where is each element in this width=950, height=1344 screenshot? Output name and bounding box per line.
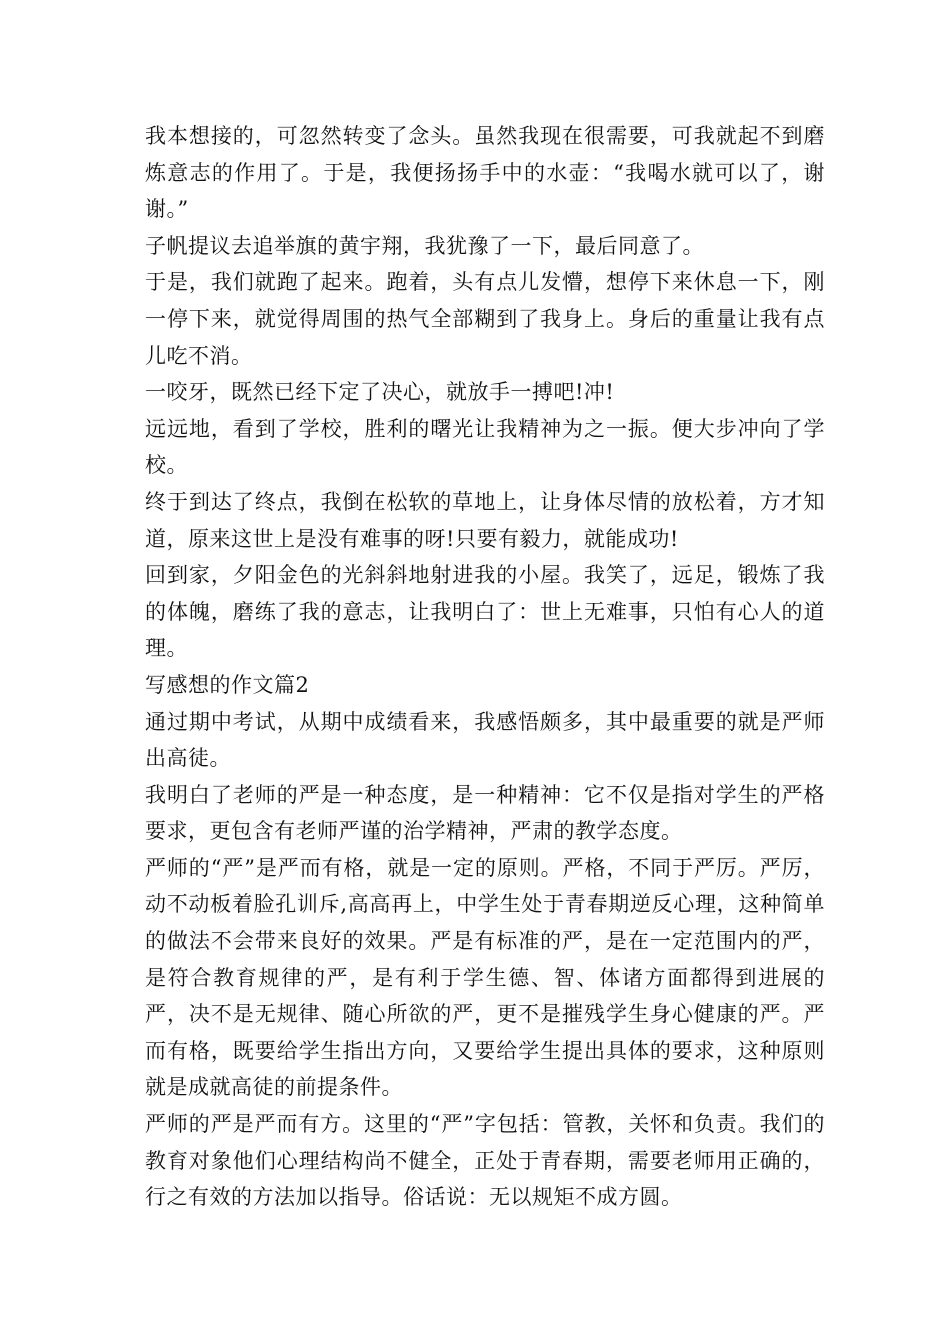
paragraph-4: 一咬牙，既然已经下定了决心，就放手一搏吧!冲! (145, 380, 615, 405)
paragraph-9: 我明白了老师的严是一种态度，是一种精神：它不仅是指对学生的严格要求，更包含有老师严谨的治学精神，严肃的教学态度。 (145, 782, 825, 844)
paragraph-11: 严师的严是严而有方。这里的“严”字包括：管教，关怀和负责。我们的教育对象他们心理结构尚不健全，正处于青春期，需要老师用正确的，行之有效的方法加以指导。俗话说：无以规矩不成方圆。 (145, 1112, 825, 1210)
paragraph-7: 回到家，夕阳金色的光斜斜地射进我的小屋。我笑了，远足，锻炼了我的体魄，磨练了我的意志，让我明白了：世上无难事，只怕有心人的道理。 (145, 563, 825, 661)
paragraph-6: 终于到达了终点，我倒在松软的草地上，让身体尽情的放松着，方才知道，原来这世上是没有难事的呀!只要有毅力，就能成功! (145, 489, 825, 551)
paragraph-8: 通过期中考试，从期中成绩看来，我感悟颇多，其中最重要的就是严师出高徒。 (145, 709, 825, 771)
section-title: 写感想的作文篇2 (145, 672, 310, 697)
paragraph-5: 远远地，看到了学校，胜利的曙光让我精神为之一振。便大步冲向了学校。 (145, 416, 825, 478)
paragraph-10: 严师的“严”是严而有格，就是一定的原则。严格，不同于严厉。严厉，动不动板着脸孔训斥,高高再上，中学生处于青春期逆反心理，这种简单的做法不会带来良好的效果。严是有标准的严，是在一定范围内的严，是符合教育规律的严，是有利于学生德、智、体诸方面都得到进展的严，决不是无规律、随心所欲的严，更不是摧残学生身心健康的严。严而有格，既要给学生指出方向，又要给学生提出具体的要求，这种原则就是成就高徒的前提条件。 (145, 855, 825, 1100)
paragraph-2: 子帆提议去追举旗的黄宇翔，我犹豫了一下，最后同意了。 (145, 233, 704, 258)
paragraph-3: 于是，我们就跑了起来。跑着，头有点儿发懵，想停下来休息一下，刚一停下来，就觉得周围的热气全部糊到了我身上。身后的重量让我有点儿吃不消。 (145, 270, 825, 368)
paragraph-1: 我本想接的，可忽然转变了念头。虽然我现在很需要，可我就起不到磨炼意志的作用了。于是，我便扬扬手中的水壶：“我喝水就可以了，谢谢。” (145, 124, 825, 222)
document-body (145, 118, 825, 1216)
